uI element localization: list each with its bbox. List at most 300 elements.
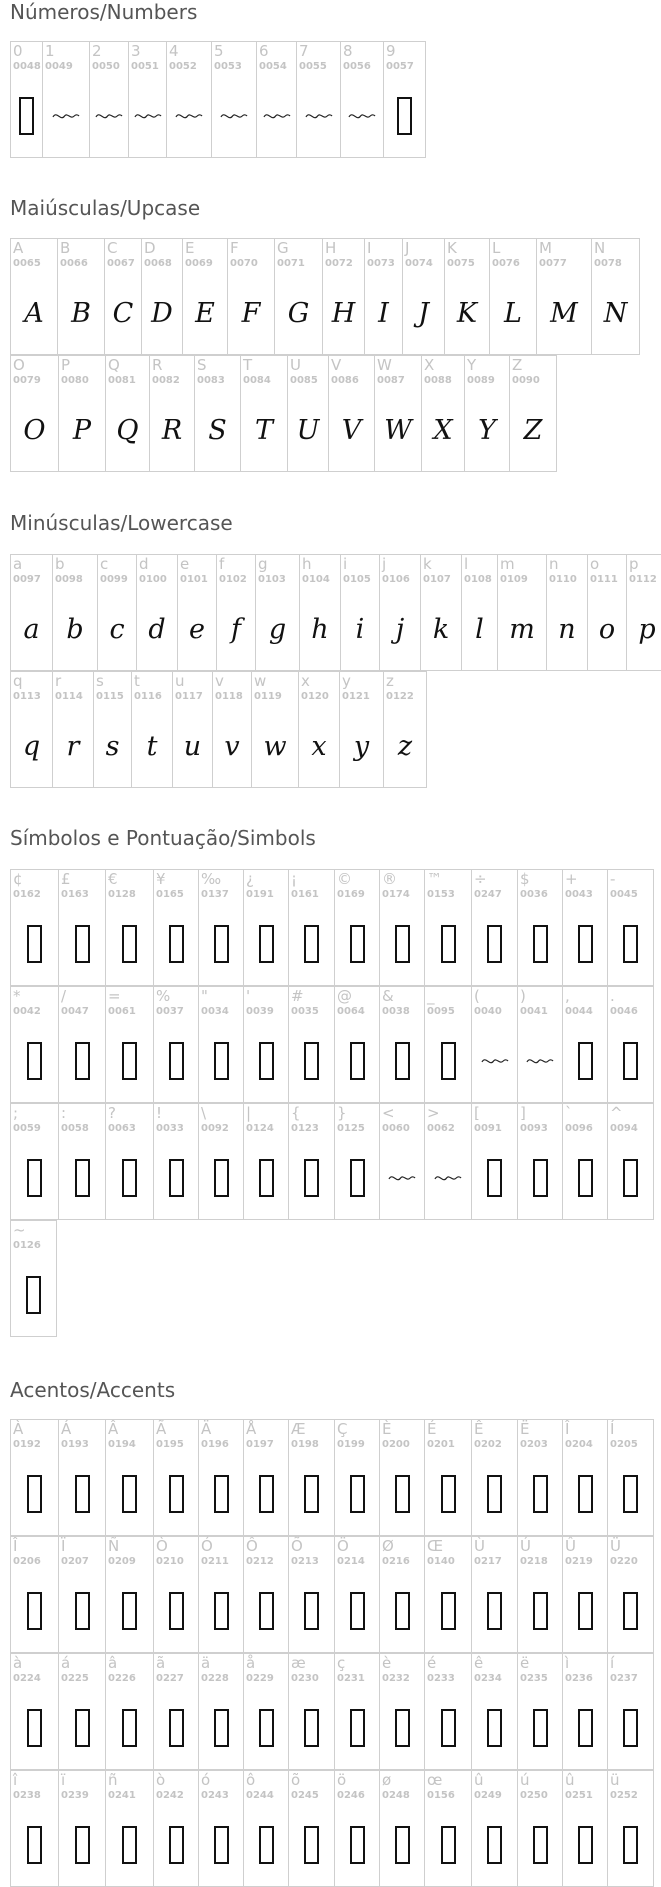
character-label: 3 — [131, 42, 141, 60]
character-code: 0102 — [219, 574, 247, 585]
glyph-row — [10, 1536, 654, 1653]
character-label: Î — [565, 1420, 570, 1438]
glyph-cell — [10, 355, 59, 472]
character-label: ä — [201, 1654, 211, 1672]
character-label: ø — [382, 1771, 392, 1789]
character-label: X — [424, 356, 435, 374]
missing-glyph-box — [154, 920, 198, 968]
glyph-cell — [607, 1419, 654, 1536]
character-label: T — [243, 356, 253, 374]
glyph-cell — [10, 1536, 59, 1653]
missing-glyph-box — [608, 1821, 653, 1869]
character-code: 0140 — [427, 1556, 455, 1567]
character-code: 0064 — [337, 1006, 365, 1017]
script-glyph-sample: Y — [478, 414, 496, 446]
character-code: 0075 — [447, 258, 475, 269]
character-label: £ — [61, 870, 71, 888]
script-glyph-sample: C — [112, 297, 134, 329]
missing-glyph-box — [563, 1037, 607, 1085]
script-glyph-sample: k — [432, 613, 450, 645]
glyph-cell — [334, 1419, 380, 1536]
character-code: 0041 — [520, 1006, 548, 1017]
notdef-box-icon — [350, 925, 365, 963]
glyph-cell — [562, 986, 608, 1103]
character-label: { — [291, 1104, 301, 1122]
script-glyph — [403, 289, 444, 337]
character-label: + — [565, 870, 578, 888]
notdef-box-icon — [27, 1159, 42, 1197]
character-code: 0034 — [201, 1006, 229, 1017]
notdef-box-icon — [259, 1159, 274, 1197]
missing-glyph-box — [380, 1470, 424, 1518]
character-label: G — [277, 239, 289, 257]
character-code: 0121 — [342, 691, 370, 702]
script-glyph — [445, 289, 489, 337]
script-glyph — [510, 406, 556, 454]
notdef-box-icon — [304, 1709, 319, 1747]
notdef-box-icon — [578, 1709, 593, 1747]
notdef-box-icon — [122, 1592, 137, 1630]
glyph-row — [10, 986, 654, 1103]
script-glyph — [462, 605, 497, 653]
glyph-row — [10, 1103, 654, 1220]
missing-glyph-box — [335, 1587, 379, 1635]
glyph-cell — [299, 554, 341, 671]
character-code: 0128 — [108, 889, 136, 900]
missing-glyph-box — [472, 1470, 517, 1518]
section-title-minusculas-lowercase: Minúsculas/Lowercase — [10, 511, 233, 535]
glyph-cell — [42, 41, 90, 158]
script-glyph-sample: h — [311, 613, 329, 645]
character-code: 0079 — [13, 375, 41, 386]
glyph-cell — [10, 986, 59, 1103]
missing-glyph-box — [59, 1154, 105, 1202]
glyph-cell — [105, 1103, 154, 1220]
character-code: 0045 — [610, 889, 638, 900]
character-label: Ò — [156, 1537, 168, 1555]
script-glyph-sample: X — [433, 414, 453, 446]
character-code: 0065 — [13, 258, 41, 269]
glyph-cell — [607, 869, 654, 986]
notdef-box-icon — [578, 925, 593, 963]
character-label: b — [55, 555, 65, 573]
glyph-cell — [131, 671, 173, 788]
glyph-cell — [153, 869, 199, 986]
character-code: 0099 — [100, 574, 128, 585]
missing-glyph-box — [106, 1704, 153, 1752]
glyph-cell — [626, 554, 661, 671]
script-glyph — [59, 406, 105, 454]
character-label: õ — [291, 1771, 301, 1789]
script-glyph — [195, 406, 240, 454]
character-code: 0037 — [156, 1006, 184, 1017]
script-glyph-sample: V — [341, 414, 362, 446]
notdef-box-icon — [304, 1826, 319, 1864]
glyph-row — [10, 355, 557, 472]
notdef-box-icon — [441, 1592, 456, 1630]
character-code: 0200 — [382, 1439, 410, 1450]
character-label: } — [337, 1104, 347, 1122]
script-glyph — [183, 289, 227, 337]
character-code: 0162 — [13, 889, 41, 900]
glyph-cell — [379, 986, 425, 1103]
character-code: 0117 — [175, 691, 203, 702]
character-label: 4 — [169, 42, 179, 60]
script-glyph-sample: a — [23, 613, 40, 645]
missing-glyph-box — [425, 920, 471, 968]
script-glyph — [340, 722, 383, 770]
character-label: Y — [467, 356, 477, 374]
script-glyph-sample: c — [109, 613, 125, 645]
glyph-cell — [198, 1536, 244, 1653]
notdef-box-icon — [623, 1592, 638, 1630]
glyph-cell — [288, 1536, 335, 1653]
notdef-box-icon — [169, 1159, 184, 1197]
missing-glyph-box — [11, 1271, 56, 1319]
character-code: 0105 — [343, 574, 371, 585]
missing-glyph-box — [608, 1037, 653, 1085]
character-label: S — [197, 356, 207, 374]
character-label: ` — [565, 1104, 573, 1122]
script-glyph-sample: D — [151, 297, 173, 329]
character-label: 9 — [386, 42, 396, 60]
missing-glyph-box — [244, 1154, 288, 1202]
character-code: 0232 — [382, 1673, 410, 1684]
character-code: 0216 — [382, 1556, 410, 1567]
glyph-cell — [274, 238, 323, 355]
character-label: M — [539, 239, 552, 257]
character-code: 0196 — [201, 1439, 229, 1450]
missing-glyph-box — [11, 1587, 58, 1635]
glyph-cell — [471, 1653, 518, 1770]
missing-glyph-box — [608, 1470, 653, 1518]
missing-glyph-box — [563, 1154, 607, 1202]
character-label: Ø — [382, 1537, 394, 1555]
character-label: Æ — [291, 1420, 306, 1438]
swash-glyph — [380, 1154, 424, 1202]
notdef-box-icon — [350, 1042, 365, 1080]
script-glyph — [11, 406, 58, 454]
script-glyph-sample: H — [331, 297, 356, 329]
script-glyph — [490, 289, 536, 337]
notdef-box-icon — [75, 1592, 90, 1630]
glyph-cell — [517, 1770, 563, 1887]
missing-glyph-box — [59, 1821, 105, 1869]
notdef-box-icon — [395, 1475, 410, 1513]
character-label: F — [230, 239, 239, 257]
character-code: 0244 — [246, 1790, 274, 1801]
missing-glyph-box — [518, 1587, 562, 1635]
notdef-box-icon — [122, 1826, 137, 1864]
character-code: 0118 — [215, 691, 243, 702]
notdef-box-icon — [259, 1475, 274, 1513]
character-code: 0248 — [382, 1790, 410, 1801]
script-glyph — [173, 722, 212, 770]
notdef-box-icon — [350, 1826, 365, 1864]
character-label: t — [134, 672, 140, 690]
glyph-cell — [288, 869, 335, 986]
glyph-cell — [243, 869, 289, 986]
glyph-cell — [57, 238, 105, 355]
character-label: ¢ — [13, 870, 23, 888]
missing-glyph-box — [289, 1587, 334, 1635]
missing-glyph-box — [154, 1587, 198, 1635]
notdef-box-icon — [122, 1475, 137, 1513]
missing-glyph-box — [154, 1704, 198, 1752]
glyph-cell — [379, 554, 421, 671]
notdef-box-icon — [169, 1475, 184, 1513]
missing-glyph-box — [154, 1470, 198, 1518]
notdef-box-icon — [214, 1826, 229, 1864]
script-glyph-sample: p — [638, 613, 656, 645]
glyph-row — [10, 238, 640, 355]
glyph-cell — [471, 869, 518, 986]
glyph-cell — [421, 355, 465, 472]
script-glyph — [384, 722, 426, 770]
character-label: y — [342, 672, 351, 690]
glyph-cell — [255, 554, 300, 671]
character-label: ' — [246, 987, 251, 1005]
glyph-cell — [105, 355, 150, 472]
glyph-cell — [546, 554, 588, 671]
character-code: 0246 — [337, 1790, 365, 1801]
notdef-box-icon — [26, 1276, 41, 1314]
glyph-cell — [93, 671, 132, 788]
character-code: 0103 — [258, 574, 286, 585]
script-glyph — [228, 289, 274, 337]
notdef-box-icon — [533, 1159, 548, 1197]
missing-glyph-box — [154, 1037, 198, 1085]
character-code: 0238 — [13, 1790, 41, 1801]
glyph-cell — [424, 1653, 472, 1770]
character-code: 0092 — [201, 1123, 229, 1134]
character-label: Ï — [61, 1537, 66, 1555]
character-code: 0193 — [61, 1439, 89, 1450]
swash-ornament-icon — [387, 1170, 417, 1186]
notdef-box-icon — [27, 1592, 42, 1630]
character-label: ç — [337, 1654, 346, 1672]
script-glyph — [213, 722, 251, 770]
character-label: A — [13, 239, 24, 257]
glyph-cell — [379, 1653, 425, 1770]
character-code: 0053 — [214, 61, 242, 72]
character-code: 0194 — [108, 1439, 136, 1450]
character-code: 0224 — [13, 1673, 41, 1684]
glyph-cell — [212, 671, 252, 788]
glyph-cell — [424, 1536, 472, 1653]
character-label: ú — [520, 1771, 530, 1789]
notdef-box-icon — [441, 925, 456, 963]
missing-glyph-box — [380, 1587, 424, 1635]
character-label: î — [13, 1771, 18, 1789]
character-code: 0086 — [331, 375, 359, 386]
character-code: 0044 — [565, 1006, 593, 1017]
character-code: 0039 — [246, 1006, 274, 1017]
character-label: ® — [382, 870, 397, 888]
character-label: Ô — [246, 1537, 258, 1555]
character-label: / — [61, 987, 67, 1005]
glyph-cell — [328, 355, 375, 472]
character-code: 0071 — [277, 258, 305, 269]
character-label: > — [427, 1104, 440, 1122]
swash-ornament-icon — [433, 1170, 463, 1186]
script-glyph-sample: g — [268, 613, 287, 645]
notdef-box-icon — [533, 1826, 548, 1864]
script-glyph-sample: M — [550, 297, 578, 329]
glyph-cell — [420, 554, 462, 671]
character-label: í — [610, 1654, 615, 1672]
glyph-row — [10, 671, 427, 788]
notdef-box-icon — [75, 1709, 90, 1747]
character-code: 0245 — [291, 1790, 319, 1801]
character-label: \ — [201, 1104, 207, 1122]
script-glyph — [421, 605, 461, 653]
script-glyph-sample: j — [395, 613, 405, 645]
missing-glyph-box — [244, 1704, 288, 1752]
glyph-cell — [149, 355, 195, 472]
character-code: 0156 — [427, 1790, 455, 1801]
character-label: o — [590, 555, 600, 573]
glyph-cell — [562, 1103, 608, 1220]
script-glyph — [299, 722, 339, 770]
glyph-cell — [334, 1653, 380, 1770]
glyph-cell — [288, 1419, 335, 1536]
character-label: [ — [474, 1104, 480, 1122]
character-label: * — [13, 987, 21, 1005]
script-glyph-sample: y — [353, 730, 370, 762]
glyph-cell — [340, 554, 380, 671]
swash-glyph — [297, 92, 340, 140]
notdef-box-icon — [27, 925, 42, 963]
glyph-cell — [334, 869, 380, 986]
glyph-cell — [509, 355, 557, 472]
missing-glyph-box — [59, 1587, 105, 1635]
glyph-cell — [10, 1220, 57, 1337]
character-label: æ — [291, 1654, 306, 1672]
missing-glyph-box — [244, 1821, 288, 1869]
character-code: 0073 — [367, 258, 395, 269]
glyph-row — [10, 1653, 654, 1770]
glyph-cell — [562, 1770, 608, 1887]
character-label: Ç — [337, 1420, 348, 1438]
character-code: 0088 — [424, 375, 452, 386]
character-label: ü — [610, 1771, 620, 1789]
character-code: 0226 — [108, 1673, 136, 1684]
character-label: P — [61, 356, 71, 374]
notdef-box-icon — [441, 1826, 456, 1864]
character-label: s — [96, 672, 104, 690]
glyph-cell — [334, 1536, 380, 1653]
character-label: â — [108, 1654, 118, 1672]
glyph-cell — [517, 1536, 563, 1653]
script-glyph — [132, 722, 172, 770]
missing-glyph-box — [425, 1587, 471, 1635]
character-label: © — [337, 870, 352, 888]
script-glyph-sample: K — [456, 297, 478, 329]
script-glyph-sample: w — [263, 730, 287, 762]
script-glyph — [627, 605, 661, 653]
missing-glyph-box — [199, 1470, 243, 1518]
character-label: Ã — [156, 1420, 167, 1438]
script-glyph — [341, 605, 379, 653]
character-code: 0174 — [382, 889, 410, 900]
missing-glyph-box — [11, 92, 42, 140]
character-code: 0077 — [539, 258, 567, 269]
glyph-cell — [288, 1770, 335, 1887]
character-label: á — [61, 1654, 71, 1672]
swash-glyph — [129, 92, 166, 140]
character-code: 0051 — [131, 61, 159, 72]
glyph-cell — [334, 1103, 380, 1220]
script-glyph — [94, 722, 131, 770]
character-code: 0047 — [61, 1006, 89, 1017]
script-glyph — [142, 289, 182, 337]
glyph-cell — [104, 238, 142, 355]
character-code: 0061 — [108, 1006, 136, 1017]
glyph-cell — [243, 1653, 289, 1770]
notdef-box-icon — [395, 925, 410, 963]
glyph-cell — [607, 1536, 654, 1653]
character-code: 0067 — [107, 258, 135, 269]
script-glyph — [11, 605, 52, 653]
notdef-box-icon — [122, 1042, 137, 1080]
character-code: 0097 — [13, 574, 41, 585]
character-label: é — [427, 1654, 437, 1672]
character-code: 0243 — [201, 1790, 229, 1801]
notdef-box-icon — [169, 1826, 184, 1864]
glyph-cell — [562, 1536, 608, 1653]
character-code: 0239 — [61, 1790, 89, 1801]
notdef-box-icon — [259, 925, 274, 963]
glyph-cell — [288, 1653, 335, 1770]
character-label: m — [500, 555, 515, 573]
character-label: ^ — [610, 1104, 623, 1122]
notdef-box-icon — [169, 925, 184, 963]
character-code: 0072 — [325, 258, 353, 269]
script-glyph-sample: n — [558, 613, 576, 645]
missing-glyph-box — [106, 920, 153, 968]
glyph-cell — [240, 355, 288, 472]
character-label: è — [382, 1654, 392, 1672]
character-label: V — [331, 356, 342, 374]
character-code: 0247 — [474, 889, 502, 900]
script-glyph-sample: B — [71, 297, 91, 329]
script-glyph — [288, 406, 328, 454]
character-code: 0095 — [427, 1006, 455, 1017]
missing-glyph-box — [106, 1154, 153, 1202]
notdef-box-icon — [259, 1826, 274, 1864]
character-code: 0241 — [108, 1790, 136, 1801]
glyph-cell — [198, 1653, 244, 1770]
character-label: ¿ — [246, 870, 254, 888]
glyph-cell — [10, 1770, 59, 1887]
script-glyph-sample: i — [355, 613, 365, 645]
character-label: l — [464, 555, 469, 573]
glyph-cell — [58, 355, 106, 472]
character-label: Œ — [427, 1537, 444, 1555]
character-label: x — [301, 672, 310, 690]
notdef-box-icon — [395, 1709, 410, 1747]
script-glyph — [11, 722, 52, 770]
glyph-cell — [58, 1653, 106, 1770]
missing-glyph-box — [244, 1037, 288, 1085]
glyph-cell — [334, 986, 380, 1103]
notdef-box-icon — [623, 1159, 638, 1197]
script-glyph-sample: d — [148, 613, 166, 645]
character-label: # — [291, 987, 304, 1005]
glyph-cell — [105, 1536, 154, 1653]
glyph-cell — [58, 1536, 106, 1653]
